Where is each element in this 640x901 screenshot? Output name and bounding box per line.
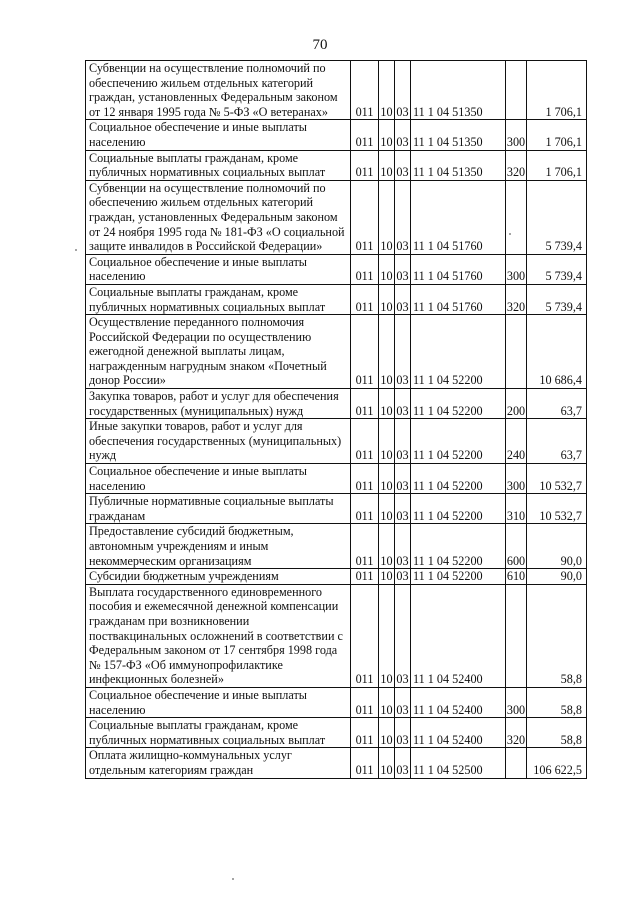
amount-cell: 10 532,7 — [527, 464, 587, 494]
section-code-cell: 10 — [379, 748, 395, 778]
amount-cell: 1 706,1 — [527, 150, 587, 180]
amount-cell: 63,7 — [527, 389, 587, 419]
amount-cell: 90,0 — [527, 524, 587, 569]
subsection-code-cell: 03 — [395, 524, 411, 569]
expense-type-cell — [506, 584, 527, 687]
expense-type-cell: 300 — [506, 120, 527, 150]
program-code-cell: 11 1 04 52400 — [411, 718, 506, 748]
amount-cell: 5 739,4 — [527, 254, 587, 284]
expense-type-cell: 610 — [506, 569, 526, 584]
table-body — [86, 61, 587, 779]
expense-type-cell: 300 — [506, 254, 527, 284]
subsection-code-cell: 03 — [395, 254, 411, 284]
row-name-cell: Социальное обеспечение и иные выплаты населению — [86, 254, 351, 284]
table-row — [86, 150, 587, 180]
table-row — [86, 748, 587, 778]
expense-type-cell: 320 — [506, 284, 527, 314]
section-code-cell: 10 — [379, 524, 395, 569]
amount-cell: 90,0 — [527, 569, 587, 585]
program-code-cell: 11 1 04 52500 — [411, 748, 506, 778]
subsection-code-cell: 03 — [395, 464, 411, 494]
section-code-cell: 10 — [379, 120, 395, 150]
ministry-code-cell: 011 — [351, 584, 379, 687]
expense-type-cell: 300 — [506, 687, 527, 717]
ministry-code-cell: 011 — [351, 180, 379, 254]
amount-cell: 5 739,4 — [527, 284, 587, 314]
subsection-code-cell: 03 — [395, 120, 411, 150]
ministry-code-cell: 011 — [351, 569, 379, 585]
row-name-cell: Оплата жилищно-коммунальных услуг отдельным категориям граждан — [86, 748, 351, 778]
row-name-cell: Социальное обеспечение и иные выплаты населению — [86, 464, 351, 494]
section-code-cell: 10 — [379, 464, 395, 494]
section-code-cell: 10 — [379, 718, 395, 748]
table-row — [86, 120, 587, 150]
scan-artifact — [232, 878, 234, 880]
table-row — [86, 284, 587, 314]
ministry-code-cell: 011 — [351, 748, 379, 778]
program-code-cell: 11 1 04 52200 — [411, 419, 506, 464]
table-row — [86, 569, 587, 585]
expense-type-cell: 310 — [506, 494, 527, 524]
section-code-cell: 10 — [379, 584, 395, 687]
subsection-code-cell: 03 — [395, 584, 411, 687]
expense-type-cell: 320 — [506, 150, 527, 180]
expense-type-cell: 200 — [506, 389, 527, 419]
subsection-code-cell: 03 — [395, 748, 411, 778]
section-code-cell: 10 — [380, 569, 393, 584]
section-code-cell: 10 — [379, 284, 395, 314]
subsection-code-cell: 03 — [396, 569, 409, 584]
program-code-cell: 11 1 04 51760 — [411, 254, 506, 284]
ministry-code-cell: 011 — [351, 389, 379, 419]
ministry-code-cell: 011 — [351, 120, 379, 150]
ministry-code-cell: 011 — [351, 718, 379, 748]
program-code-cell: 11 1 04 51350 — [411, 61, 506, 120]
subsection-code-cell: 03 — [395, 718, 411, 748]
table-row — [86, 584, 587, 687]
program-code-cell: 11 1 04 52400 — [411, 687, 506, 717]
row-name-cell: Социальные выплаты гражданам, кроме публичных нормативных социальных выплат — [86, 150, 351, 180]
program-code-cell: 11 1 04 52200 — [411, 315, 506, 389]
ministry-code-cell: 011 — [351, 464, 379, 494]
program-code-cell: 11 1 04 52200 — [411, 569, 506, 585]
amount-cell: 10 686,4 — [527, 315, 587, 389]
program-code-cell: 11 1 04 52200 — [411, 464, 506, 494]
subsection-code-cell: 03 — [395, 61, 411, 120]
table-row — [86, 180, 587, 254]
section-code-cell: 10 — [379, 315, 395, 389]
ministry-code-cell: 011 — [351, 524, 379, 569]
section-code-cell: 10 — [379, 389, 395, 419]
program-code-cell: 11 1 04 52400 — [411, 584, 506, 687]
row-name-cell: Публичные нормативные социальные выплаты гражданам — [86, 494, 351, 524]
table-row — [86, 315, 587, 389]
section-code-cell: 10 — [379, 61, 395, 120]
subsection-code-cell: 03 — [395, 494, 411, 524]
expense-type-cell — [506, 315, 527, 389]
amount-cell: 63,7 — [527, 419, 587, 464]
ministry-code-cell: 011 — [351, 494, 379, 524]
program-code-cell: 11 1 04 51350 — [411, 120, 506, 150]
section-code-cell: 10 — [379, 150, 395, 180]
ministry-code-cell: 011 — [351, 254, 379, 284]
amount-cell: 10 532,7 — [527, 494, 587, 524]
program-code-cell: 11 1 04 51760 — [411, 284, 506, 314]
ministry-code-cell: 011 — [351, 419, 379, 464]
section-code-cell: 10 — [379, 494, 395, 524]
table-row — [86, 718, 587, 748]
program-code-cell: 11 1 04 52200 — [411, 389, 506, 419]
expense-type-cell — [506, 748, 527, 778]
table-row — [86, 254, 587, 284]
ministry-code-cell: 011 — [351, 687, 379, 717]
subsection-code-cell: 03 — [395, 687, 411, 717]
table-row — [86, 687, 587, 717]
table-row — [86, 419, 587, 464]
amount-cell: 58,8 — [527, 718, 587, 748]
row-name-cell: Закупка товаров, работ и услуг для обеспечения государственных (муниципальных) нужд — [86, 389, 351, 419]
amount-cell: 5 739,4 — [527, 180, 587, 254]
row-name-cell: Выплата государственного единовременного пособия и ежемесячной денежной компенсации гражданам при возникновении поствакцинальных осложнений в соответствии с Федеральным законом от 17 сентября 1998 года № 157-ФЗ «Об иммунопрофилактике инфекционных болезней» — [86, 584, 351, 687]
program-code-cell: 11 1 04 52200 — [411, 524, 506, 569]
ministry-code-cell: 011 — [351, 61, 379, 120]
row-name-cell: Осуществление переданного полномочия Российской Федерации по осуществлению ежегодной денежной выплаты лицам, награжденным нагрудным знаком «Почетный донор России» — [86, 315, 351, 389]
expense-type-cell: 240 — [506, 419, 527, 464]
table-row — [86, 389, 587, 419]
expense-type-cell: 300 — [506, 464, 527, 494]
scan-artifact — [75, 249, 77, 251]
row-name-cell: Социальные выплаты гражданам, кроме публичных нормативных социальных выплат — [86, 284, 351, 314]
table-row — [86, 494, 587, 524]
subsection-code-cell: 03 — [395, 315, 411, 389]
ministry-code-cell: 011 — [351, 315, 379, 389]
subsection-code-cell: 03 — [395, 419, 411, 464]
ministry-code-cell: 011 — [351, 284, 379, 314]
amount-cell: 58,8 — [527, 584, 587, 687]
expense-type-cell: 600 — [506, 524, 527, 569]
table-row — [86, 464, 587, 494]
row-name-cell: Социальные выплаты гражданам, кроме публичных нормативных социальных выплат — [86, 718, 351, 748]
expense-type-cell: 320 — [506, 718, 527, 748]
row-name-cell: Социальное обеспечение и иные выплаты населению — [86, 687, 351, 717]
page-number: 70 — [312, 37, 328, 53]
row-name-cell: Субсидии бюджетным учреждениям — [86, 569, 351, 585]
expense-type-cell — [506, 180, 527, 254]
section-code-cell: 10 — [379, 419, 395, 464]
row-name-cell: Субвенции на осуществление полномочий по обеспечению жильем отдельных категорий граждан, установленных Федеральным законом от 12 января 1995 года № 5-ФЗ «О ветеранах» — [86, 61, 351, 120]
program-code-cell: 11 1 04 51350 — [411, 150, 506, 180]
row-name-cell: Субвенции на осуществление полномочий по обеспечению жильем отдельных категорий граждан, установленных Федеральным законом от 24 ноября 1995 года № 181-ФЗ «О социальной защите инвалидов в Российской Федерации» — [86, 180, 351, 254]
subsection-code-cell: 03 — [395, 284, 411, 314]
row-name-cell: Иные закупки товаров, работ и услуг для обеспечения государственных (муниципальных) нужд — [86, 419, 351, 464]
section-code-cell: 10 — [379, 254, 395, 284]
ministry-code-cell: 011 — [351, 150, 379, 180]
expense-type-cell — [506, 61, 527, 120]
section-code-cell: 10 — [379, 687, 395, 717]
row-name-cell: Социальное обеспечение и иные выплаты населению — [86, 120, 351, 150]
subsection-code-cell: 03 — [395, 180, 411, 254]
scan-artifact — [509, 233, 511, 235]
amount-cell: 1 706,1 — [527, 120, 587, 150]
row-name-cell: Предоставление субсидий бюджетным, автономным учреждениям и иным некоммерческим организациям — [86, 524, 351, 569]
amount-cell: 58,8 — [527, 687, 587, 717]
program-code-cell: 11 1 04 51760 — [411, 180, 506, 254]
amount-cell: 106 622,5 — [527, 748, 587, 778]
amount-cell: 1 706,1 — [527, 61, 587, 120]
program-code-cell: 11 1 04 52200 — [411, 494, 506, 524]
section-code-cell: 10 — [379, 180, 395, 254]
budget-table — [85, 60, 587, 779]
subsection-code-cell: 03 — [395, 150, 411, 180]
table-row — [86, 61, 587, 120]
subsection-code-cell: 03 — [395, 389, 411, 419]
table-row — [86, 524, 587, 569]
